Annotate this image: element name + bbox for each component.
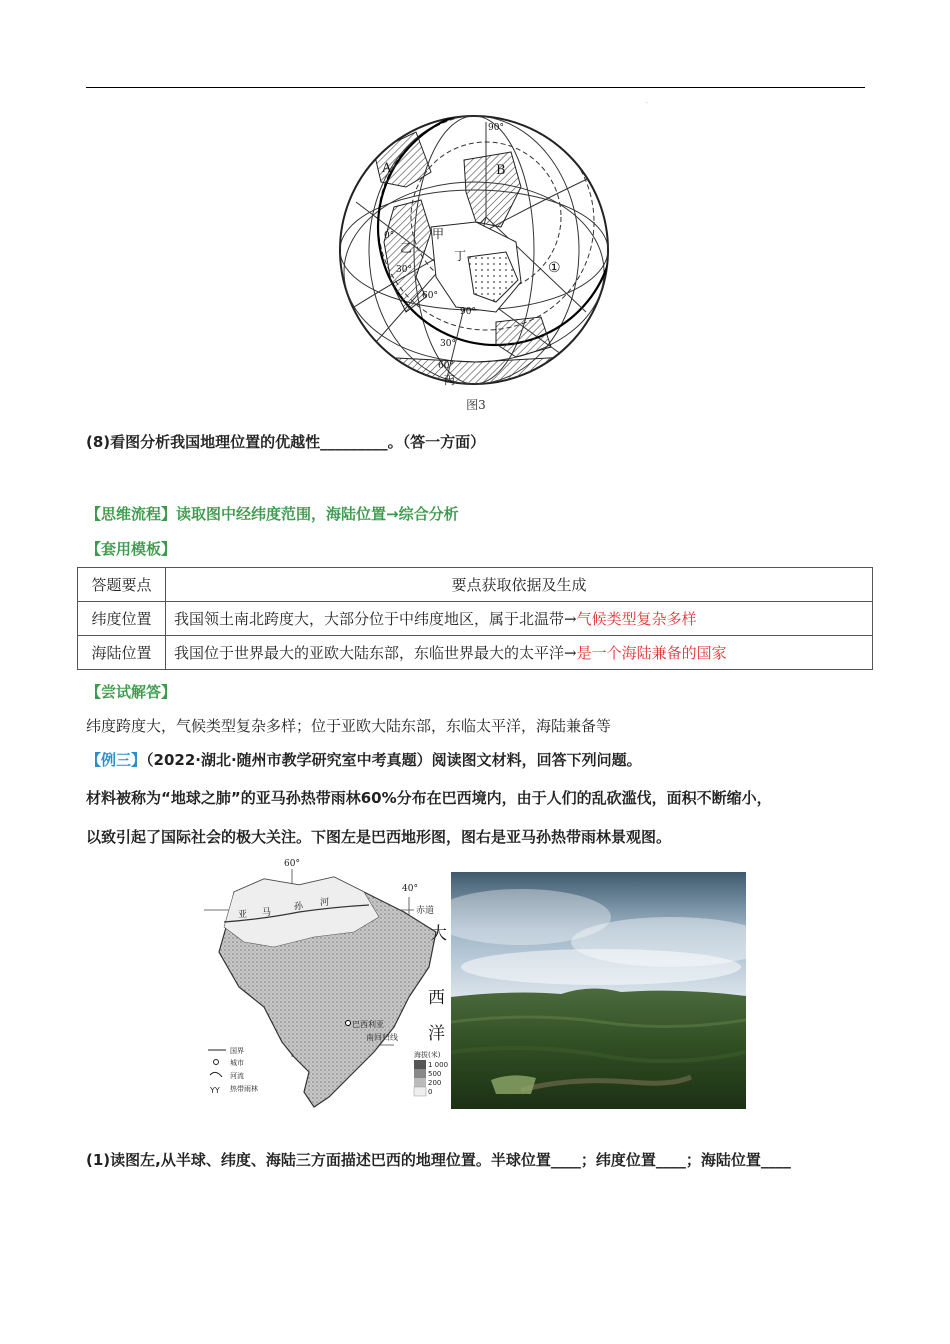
polar-globe-map (336, 112, 612, 394)
row-content (166, 636, 873, 670)
table-header-row (78, 568, 873, 602)
lat-30-bottom: 30° (440, 339, 456, 349)
river-char: 马 (262, 908, 272, 918)
header-dot: . (646, 98, 648, 105)
river-char: 孙 (294, 902, 304, 912)
legend-city: 城市 (230, 1059, 244, 1067)
lat-60-bottom: 60° (438, 361, 454, 371)
capital-marker (346, 1021, 351, 1026)
table-row (78, 636, 873, 670)
header-basis: 要点获取依据及生成 (166, 568, 873, 602)
lat-60-left: 60° (422, 291, 438, 301)
table-row (78, 602, 873, 636)
legend-border: 国界 (230, 1047, 244, 1055)
ocean-char: 西 (428, 988, 445, 1008)
legend-river: 河流 (230, 1072, 244, 1080)
header-key: 答题要点 (78, 568, 166, 602)
capital-label: 巴西利亚 (352, 1020, 384, 1029)
elevation-title: 海拔(米) (414, 1051, 441, 1059)
row-conclusion: 气候类型复杂多样 (576, 610, 697, 628)
example-3-source: （2022·湖北·随州市教学研究室中考真题）阅读图文材料，回答下列问题。 (146, 751, 642, 769)
example-3-label: 【例三】 (86, 751, 147, 769)
label-b: B (496, 163, 506, 178)
label-jia: 甲 (432, 227, 445, 241)
elevation-level: 1 000 (428, 1061, 449, 1069)
elevation-level: 0 (428, 1088, 433, 1096)
river-char: 河 (320, 898, 330, 908)
label-bing: 丙 (444, 374, 455, 387)
amazon-rainforest-photo (451, 872, 746, 1109)
row-basis: 我国领土南北跨度大，大部分位于中纬度地区，属于北温带→ (174, 610, 577, 628)
thinking-label: 【思维流程】 (86, 505, 177, 523)
label-a: A (382, 161, 392, 176)
map-legend (208, 1046, 258, 1095)
label-circle-one: ① (548, 260, 561, 276)
template-label: 【套用模板】 (86, 540, 177, 558)
lat-0: 0° (384, 231, 395, 241)
attempt-answer: 纬度跨度大，气候类型复杂多样；位于亚欧大陆东部，东临太平洋，海陆兼备等 (86, 717, 612, 735)
tropic-label: 南回归线 (366, 1033, 398, 1042)
answer-template-table (77, 567, 873, 670)
lat-90-bottom: 90° (460, 307, 476, 317)
equator-label: 赤道 (416, 906, 435, 916)
row-key: 纬度位置 (78, 602, 166, 636)
svg-text:ΥΥ: ΥΥ (210, 1086, 220, 1095)
lon-40-label: 40° (402, 884, 418, 894)
legend-rainforest: 热带雨林 (230, 1085, 258, 1093)
example-3-heading (86, 750, 642, 770)
brazil-topographic-map (204, 857, 452, 1109)
thinking-flow (86, 504, 459, 524)
label-ding: 丁 (454, 249, 467, 263)
row-conclusion: 是一个海陆兼备的国家 (576, 644, 727, 662)
lat-90-top: 90° (488, 123, 504, 133)
header-rule (86, 87, 865, 88)
figure-caption: 图3 (466, 398, 486, 412)
ocean-char: 洋 (428, 1024, 445, 1044)
ocean-char: 大 (430, 924, 447, 944)
row-content (166, 602, 873, 636)
attempt-label: 【尝试解答】 (86, 683, 177, 701)
row-key: 海陆位置 (78, 636, 166, 670)
question-8: (8)看图分析我国地理位置的优越性_________。（答一方面） (86, 433, 486, 451)
elevation-level: 200 (428, 1079, 442, 1087)
thinking-text: 读取图中经纬度范围，海陆位置→综合分析 (176, 505, 459, 523)
label-yi: 乙 (400, 241, 413, 255)
question-1: (1)读图左,从半球、纬度、海陆三方面描述巴西的地理位置。半球位置____；纬度位置____；海陆位置____ (86, 1151, 791, 1169)
lon-60-label: 60° (284, 859, 300, 869)
elevation-level: 500 (428, 1070, 442, 1078)
river-char: 亚 (238, 910, 248, 920)
material-line-2: 以致引起了国际社会的极大关注。下图左是巴西地形图，图右是亚马孙热带雨林景观图。 (86, 828, 672, 846)
material-line-1: 材料被称为“地球之肺”的亚马孙热带雨林60%分布在巴西境内，由于人们的乱砍滥伐，面积不断缩小， (86, 789, 772, 807)
lat-30-left: 30° (396, 265, 412, 275)
elevation-legend (414, 1050, 448, 1096)
row-basis: 我国位于世界最大的亚欧大陆东部，东临世界最大的太平洋→ (174, 644, 577, 662)
